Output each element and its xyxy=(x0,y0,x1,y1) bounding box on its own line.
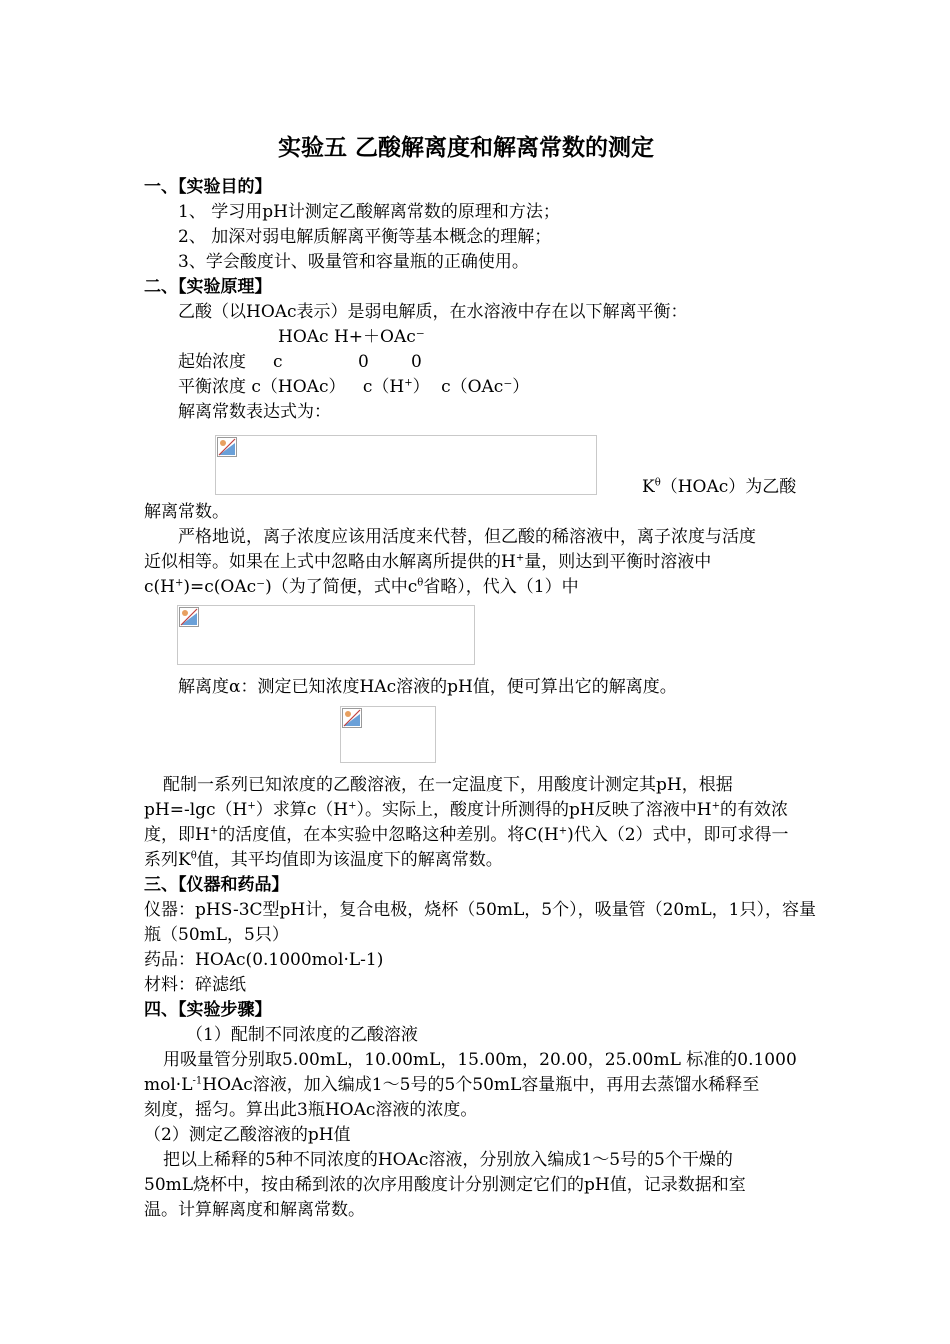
materials-line: 材料：碎滤纸 xyxy=(144,975,246,995)
alpha-description: 解离度α：测定已知浓度HAc溶液的pH值，便可算出它的解离度。 xyxy=(178,677,677,697)
k-theta-description-cont: 解离常数。 xyxy=(144,502,229,522)
apparatus-line1: 仪器：pHS-3C型pH计，复合电极，烧杯（50mL，5个），吸量管（20mL，1只），容量 xyxy=(144,900,816,920)
step1-line1: 用吸量管分别取5.00mL，10.00mL，15.00m，20.00，25.00mL 标准的0.1000 xyxy=(163,1050,797,1070)
principle-p2-line1: 严格地说，离子浓度应该用活度来代替，但乙酸的稀溶液中，离子浓度与活度 xyxy=(178,527,756,547)
dissociation-constant-formula-image xyxy=(215,435,597,495)
section-heading-apparatus: 三、【仪器和药品】 xyxy=(144,875,289,895)
purpose-item-1: 1、 学习用pH计测定乙酸解离常数的原理和方法； xyxy=(178,202,560,222)
initial-concentration-label: 起始浓度 xyxy=(178,352,246,372)
expression-label: 解离常数表达式为： xyxy=(178,402,331,422)
broken-image-icon xyxy=(217,437,237,457)
equilibrium-concentration-row xyxy=(178,375,529,399)
equilibrium-h: c（H+） xyxy=(362,377,430,397)
equilibrium-oac: c（OAc⁻） xyxy=(441,377,530,397)
initial-concentration-oac: 0 xyxy=(411,352,422,372)
section-heading-purpose: 一、【实验目的】 xyxy=(144,177,272,197)
principle-intro: 乙酸（以HOAc表示）是弱电解质，在水溶液中存在以下解离平衡： xyxy=(178,302,688,322)
principle-p2-line3: c(H+)=c(OAc⁻)（为了简便，式中$c^\theta$省略），代入（1）中 xyxy=(144,577,579,597)
purpose-item-2: 2、 加深对弱电解质解离平衡等基本概念的理解； xyxy=(178,227,552,247)
principle-p3-line4: 系列$K^\theta$值，其平均值即为该温度下的解离常数。 xyxy=(144,850,503,870)
section-heading-principle: 二、【实验原理】 xyxy=(144,277,272,297)
step2-heading: （2）测定乙酸溶液的pH值 xyxy=(144,1125,351,1145)
broken-image-icon xyxy=(179,607,199,627)
simplified-constant-formula-image xyxy=(177,605,475,665)
page-title: 实验五 乙酸解离度和解离常数的测定 xyxy=(278,134,655,161)
step2-line3: 温。计算解离度和解离常数。 xyxy=(144,1200,365,1220)
equilibrium-equation: HOAc H+＋OAc⁻ xyxy=(278,327,425,347)
equilibrium-concentration-label: 平衡浓度 c（HOAc） xyxy=(178,377,346,397)
broken-image-icon xyxy=(342,708,362,728)
alpha-formula-image xyxy=(340,706,436,763)
step1-line2: $mol\cdot L^{-1}HOAc$溶液，加入编成1～5号的5个50mL容量瓶中，再用去蒸馏水稀释至 xyxy=(144,1075,760,1095)
reagents-line: 药品：HOAc(0.1000mol·L-1) xyxy=(144,950,384,970)
step2-line1: 把以上稀释的5种不同浓度的HOAc溶液，分别放入编成1～5号的5个干燥的 xyxy=(163,1150,733,1170)
principle-p3-line2: pH=-lgc（H+）求算c（H+）。实际上，酸度计所测得的pH反映了溶液中H+的有效浓 xyxy=(144,800,788,820)
step2-line2: 50mL烧杯中，按由稀到浓的次序用酸度计分别测定它们的pH值，记录数据和室 xyxy=(144,1175,746,1195)
initial-concentration-c: c xyxy=(273,352,283,372)
step1-line3: 刻度，摇匀。算出此3瓶HOAc溶液的浓度。 xyxy=(144,1100,478,1120)
apparatus-line2: 瓶（50mL，5只） xyxy=(144,925,289,945)
initial-concentration-h: 0 xyxy=(358,352,369,372)
purpose-item-3: 3、学会酸度计、吸量管和容量瓶的正确使用。 xyxy=(178,252,529,272)
principle-p2-line2: 近似相等。如果在上式中忽略由水解离所提供的H+量，则达到平衡时溶液中 xyxy=(144,552,712,572)
step1-heading: （1）配制不同浓度的乙酸溶液 xyxy=(186,1025,418,1045)
principle-p3-line1: 配制一系列已知浓度的乙酸溶液，在一定温度下，用酸度计测定其pH，根据 xyxy=(163,775,733,795)
k-theta-description: $K^\theta(HOAc)$为乙酸 xyxy=(642,477,797,497)
section-heading-procedure: 四、【实验步骤】 xyxy=(144,1000,272,1020)
principle-p3-line3: 度，即H+的活度值，在本实验中忽略这种差别。将C(H+)代入（2）式中，即可求得一 xyxy=(144,825,789,845)
